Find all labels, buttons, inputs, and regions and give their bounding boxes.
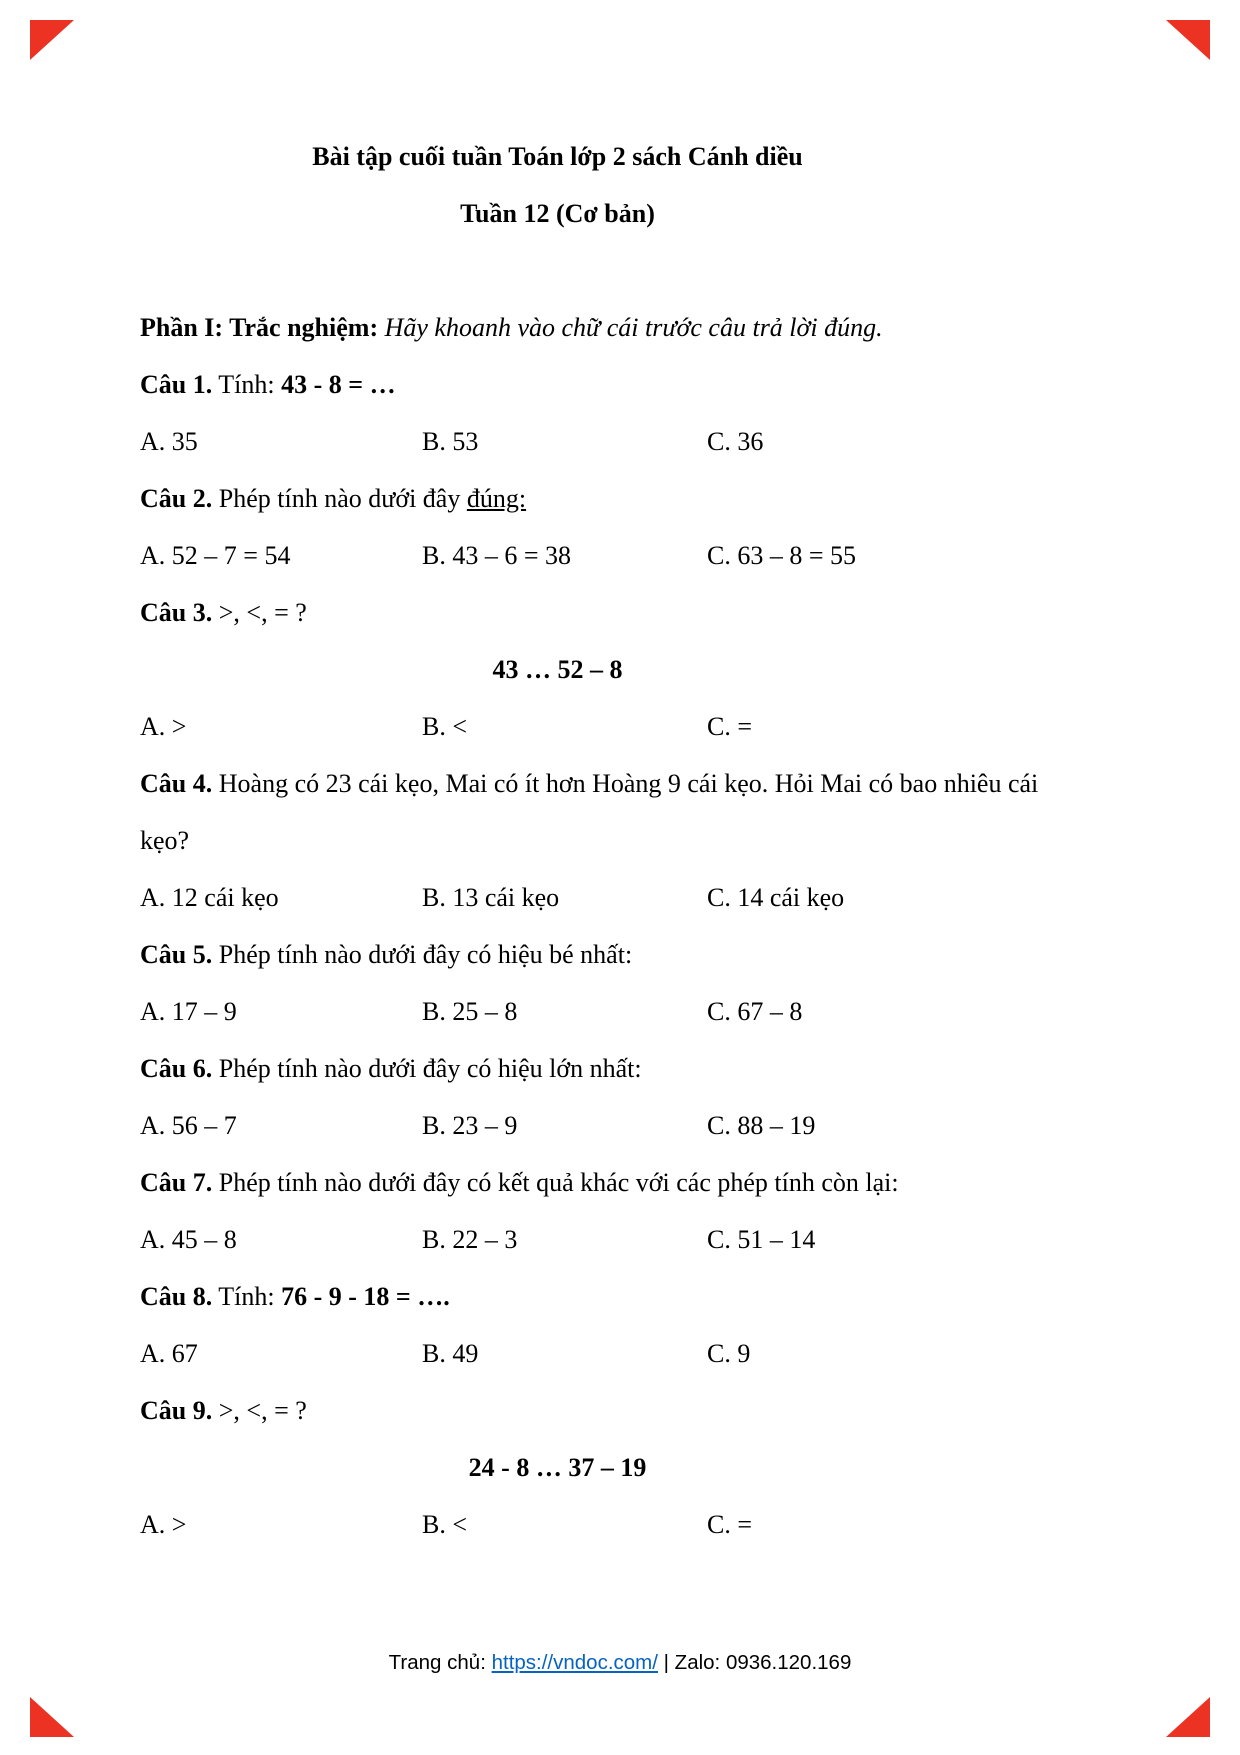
- question-label: Câu 3.: [140, 598, 213, 627]
- question-label: Câu 6.: [140, 1054, 213, 1083]
- corner-mark-bottom-left: [30, 1697, 74, 1737]
- question-label: Câu 7.: [140, 1168, 213, 1197]
- question-body: Phép tính nào dưới đây có hiệu bé nhất:: [212, 940, 633, 969]
- question-text: [140, 356, 1088, 413]
- option-b: B. 22 – 3: [422, 1225, 518, 1254]
- question-body: Hoàng có 23 cái kẹo, Mai có ít hơn Hoàng 9 cái kẹo. Hỏi Mai có bao nhiêu cái kẹo?: [140, 769, 1039, 855]
- option-b: B. 53: [422, 427, 479, 456]
- option-b: B. 13 cái kẹo: [422, 883, 560, 912]
- option-a: A. >: [140, 1510, 187, 1539]
- question-text: [140, 1268, 1088, 1325]
- option-b: B. 43 – 6 = 38: [422, 541, 572, 570]
- question-expression-bold: 76 - 9 - 18 = ….: [281, 1282, 450, 1311]
- question-label: Câu 2.: [140, 484, 213, 513]
- corner-mark-top-right: [1166, 20, 1210, 60]
- question-text: [140, 1154, 1088, 1211]
- options-row: [140, 1097, 1100, 1154]
- question-label: Câu 4.: [140, 769, 213, 798]
- question-text: [140, 470, 1088, 527]
- question-2: [140, 470, 1100, 584]
- question-body: Phép tính nào dưới đây có kết quả khác với các phép tính còn lại:: [212, 1168, 899, 1197]
- question-body: Tính:: [212, 370, 282, 399]
- question-body: >, <, = ?: [212, 598, 307, 627]
- document-content: [140, 128, 1100, 1553]
- footer-link[interactable]: https://vndoc.com/: [491, 1651, 658, 1674]
- corner-mark-top-left: [30, 20, 74, 60]
- question-label: Câu 5.: [140, 940, 213, 969]
- question-text: [140, 755, 1088, 869]
- options-row: [140, 1496, 1100, 1553]
- options-row: [140, 1325, 1100, 1382]
- option-c: C. =: [707, 712, 753, 741]
- question-expression-bold: 43 - 8 = …: [281, 370, 396, 399]
- option-c: C. 88 – 19: [707, 1111, 816, 1140]
- question-5: [140, 926, 1100, 1040]
- page-title: Bài tập cuối tuần Toán lớp 2 sách Cánh diều: [312, 142, 803, 171]
- footer-suffix: | Zalo: 0936.120.169: [657, 1651, 852, 1674]
- option-b: B. <: [422, 712, 468, 741]
- options-row: [140, 527, 1100, 584]
- option-a: A. 45 – 8: [140, 1225, 237, 1254]
- option-a: A. 35: [140, 427, 198, 456]
- options-row: [140, 869, 1100, 926]
- question-text: [140, 584, 1088, 641]
- options-row: [140, 413, 1100, 470]
- section-heading: [140, 299, 1088, 356]
- option-b: B. 23 – 9: [422, 1111, 518, 1140]
- question-1: [140, 356, 1100, 470]
- option-c: C. 14 cái kẹo: [707, 883, 845, 912]
- question-4: [140, 755, 1100, 926]
- question-6: [140, 1040, 1100, 1154]
- option-a: A. 12 cái kẹo: [140, 883, 279, 912]
- spacer: [140, 242, 1100, 299]
- question-8: [140, 1268, 1100, 1382]
- question-underlined: đúng:: [466, 484, 527, 513]
- question-7: [140, 1154, 1100, 1268]
- option-b: B. 49: [422, 1339, 479, 1368]
- option-a: A. 56 – 7: [140, 1111, 237, 1140]
- question-label: Câu 9.: [140, 1396, 213, 1425]
- option-c: C. 36: [707, 427, 764, 456]
- option-c: C. =: [707, 1510, 753, 1539]
- option-a: A. >: [140, 712, 187, 741]
- page-subtitle: Tuần 12 (Cơ bản): [460, 199, 655, 228]
- question-body: Phép tính nào dưới đây: [212, 484, 467, 513]
- question-expression: 24 - 8 … 37 – 19: [468, 1453, 647, 1482]
- section-heading-label: Phần I: Trắc nghiệm:: [140, 313, 379, 342]
- options-row: [140, 1211, 1100, 1268]
- option-a: A. 17 – 9: [140, 997, 237, 1026]
- question-body: Phép tính nào dưới đây có hiệu lớn nhất:: [212, 1054, 642, 1083]
- question-text: [140, 1382, 1088, 1439]
- option-c: C. 51 – 14: [707, 1225, 816, 1254]
- question-label: Câu 1.: [140, 370, 213, 399]
- section-instruction: Hãy khoanh vào chữ cái trước câu trả lời đúng.: [378, 313, 883, 342]
- question-label: Câu 8.: [140, 1282, 213, 1311]
- option-b: B. <: [422, 1510, 468, 1539]
- question-9: [140, 1382, 1100, 1553]
- footer: [0, 1648, 1240, 1678]
- question-body: >, <, = ?: [212, 1396, 307, 1425]
- option-b: B. 25 – 8: [422, 997, 518, 1026]
- option-c: C. 67 – 8: [707, 997, 803, 1026]
- option-c: C. 63 – 8 = 55: [707, 541, 857, 570]
- footer-prefix: Trang chủ:: [388, 1651, 492, 1674]
- question-text: [140, 926, 1088, 983]
- question-body: Tính:: [212, 1282, 282, 1311]
- option-a: A. 67: [140, 1339, 198, 1368]
- option-a: A. 52 – 7 = 54: [140, 541, 291, 570]
- question-expression: 43 … 52 – 8: [492, 655, 623, 684]
- question-text: [140, 1040, 1088, 1097]
- corner-mark-bottom-right: [1166, 1697, 1210, 1737]
- options-row: [140, 698, 1100, 755]
- options-row: [140, 983, 1100, 1040]
- question-3: [140, 584, 1100, 755]
- option-c: C. 9: [707, 1339, 751, 1368]
